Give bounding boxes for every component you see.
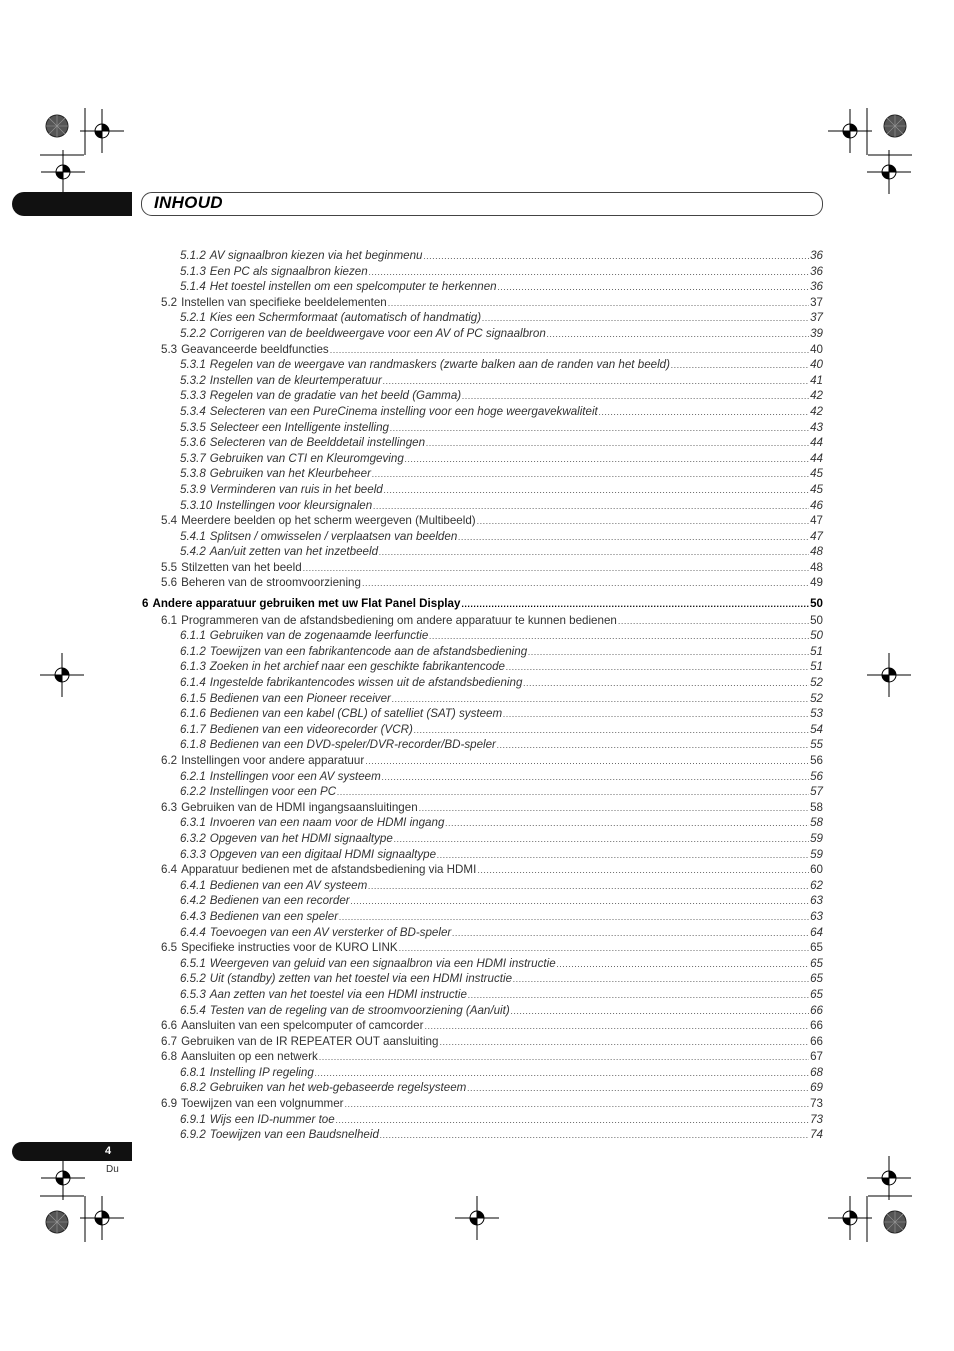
toc-dot-leader [394,832,809,845]
toc-entry-number: 5.3 [161,342,178,356]
toc-entry [142,816,823,832]
toc-entry-page: 69 [810,1081,823,1095]
toc-dot-leader [452,926,809,939]
toc-entry-page: 66 [810,1034,823,1048]
toc-entry-page: 42 [810,404,823,418]
toc-entry [142,1050,823,1066]
toc-entry-page: 62 [810,878,823,892]
toc-entry-number: 6.4.4 [180,925,206,939]
toc-entry-label: Aansluiten op een netwerk [181,1050,318,1064]
toc-entry-number: 6.7 [161,1034,178,1048]
toc-dot-leader [511,1004,809,1017]
toc-entry-page: 65 [810,956,823,970]
toc-dot-leader [372,467,809,480]
toc-dot-leader [303,561,809,574]
toc-entry-label: Een PC als signaalbron kiezen [209,264,368,278]
toc-entry-label: Beheren van de stroomvoorziening [181,576,361,590]
toc-dot-leader [362,576,809,589]
toc-entry-number: 5.2.1 [180,311,206,325]
toc-dot-leader [368,879,809,892]
toc-dot-leader [547,327,809,340]
toc-entry-page: 47 [810,529,823,543]
language-code: Du [106,1164,119,1175]
toc-dot-leader [337,785,809,798]
toc-entry-label: Testen van de regeling van de stroomvoorziening (Aan/uit) [209,1003,510,1017]
toc-entry-number: 6.4 [161,863,178,877]
page-number-tab [12,1142,132,1161]
toc-entry [142,311,823,327]
toc-entry-page: 66 [810,1003,823,1017]
toc-entry-page: 57 [810,785,823,799]
toc-entry-label: Instelling IP regeling [209,1065,314,1079]
toc-entry-page: 63 [810,909,823,923]
toc-entry [142,405,823,421]
toc-dot-leader [528,645,809,658]
toc-entry [142,327,823,343]
toc-entry [142,863,823,879]
toc-entry-label: Gebruiken van het Kleurbeheer [209,467,371,481]
toc-entry-number: 6.6 [161,1019,178,1033]
toc-dot-leader [380,1128,809,1141]
toc-entry-label: Het toestel instellen om een spelcomputer te herkennen [209,280,497,294]
toc-dot-leader [467,1081,809,1094]
toc-entry-number: 6.4.1 [180,878,206,892]
toc-dot-leader [461,597,809,610]
toc-entry-label: Zoeken in het archief naar een geschikte fabrikantencode [209,660,505,674]
toc-entry [142,894,823,910]
toc-entry-page: 48 [810,545,823,559]
toc-dot-leader [503,707,809,720]
toc-entry-page: 53 [810,707,823,721]
toc-entry [142,770,823,786]
toc-entry-number: 5.2 [161,295,178,309]
toc-entry [142,988,823,1004]
toc-entry-label: Gebruiken van de IR REPEATER OUT aansluiting [181,1034,439,1048]
toc-entry-number: 5.3.8 [180,467,206,481]
toc-entry-number: 6 [142,597,149,611]
toc-entry-label: Bedienen van een Pioneer receiver [209,691,391,705]
toc-dot-leader [414,723,809,736]
toc-entry [142,343,823,359]
toc-dot-leader [477,863,809,876]
toc-entry-page: 60 [810,863,823,877]
toc-entry-number: 6.1.4 [180,676,206,690]
toc-entry-label: Meerdere beelden op het scherm weergeven (Multibeeld) [181,514,476,528]
toc-dot-leader [383,374,809,387]
toc-dot-leader [462,389,809,402]
toc-entry-page: 74 [810,1128,823,1142]
toc-entry-number: 6.3.2 [180,831,206,845]
toc-entry-number: 6.8 [161,1050,178,1064]
toc-entry [142,1128,823,1144]
toc-dot-leader [365,754,809,767]
toc-entry [142,514,823,530]
toc-entry-label: Gebruiken van de HDMI ingangsaansluitingen [181,800,418,814]
toc-dot-leader [426,436,809,449]
toc-dot-leader [445,816,809,829]
toc-entry-page: 50 [810,597,823,611]
toc-entry [142,576,823,592]
toc-entry [142,1004,823,1020]
toc-entry-label: Regelen van de weergave van randmaskers (zwarte balken aan de randen van het beeld) [209,358,670,372]
toc-entry-label: Instellingen voor een AV systeem [209,769,381,783]
toc-entry-number: 6.5.4 [180,1003,206,1017]
toc-entry-page: 52 [810,691,823,705]
toc-dot-leader [315,1066,809,1079]
toc-entry-page: 55 [810,738,823,752]
toc-entry-label: Instellen van de kleurtemperatuur [209,373,382,387]
toc-entry-label: Instellen van specifieke beeldelementen [181,295,387,309]
toc-entry [142,1097,823,1113]
toc-entry-label: Bedienen van een recorder [209,894,350,908]
toc-entry-number: 6.1.5 [180,691,206,705]
toc-dot-leader [419,801,809,814]
toc-entry-number: 6.9 [161,1097,178,1111]
toc-entry [142,374,823,390]
toc-entry-page: 39 [810,326,823,340]
header-tab [12,192,132,216]
toc-entry [142,265,823,281]
toc-entry [142,249,823,265]
toc-entry-label: Bedienen van een videorecorder (VCR) [209,722,413,736]
toc-dot-leader [339,910,809,923]
toc-entry-number: 5.3.3 [180,389,206,403]
toc-entry-page: 37 [810,311,823,325]
toc-dot-leader [506,660,809,673]
toc-entry-page: 63 [810,894,823,908]
page-number: 4 [105,1145,112,1157]
toc-entry-page: 73 [810,1112,823,1126]
toc-entry [142,483,823,499]
toc-entry-number: 6.1.3 [180,660,206,674]
toc-entry [142,296,823,312]
toc-entry-number: 6.1.6 [180,707,206,721]
toc-entry-page: 36 [810,249,823,262]
toc-entry-label: Invoeren van een naam voor de HDMI ingang [209,816,445,830]
toc-dot-leader [458,530,809,543]
page-title: INHOUD [154,193,223,212]
toc-entry-label: Bedienen van een AV systeem [209,878,368,892]
toc-entry-number: 6.9.1 [180,1112,206,1126]
toc-entry-label: Toewijzen van een volgnummer [181,1097,344,1111]
toc-entry-number: 5.3.10 [180,498,213,512]
toc-dot-leader [319,1050,809,1063]
toc-entry-label: Bedienen van een speler [209,909,339,923]
toc-entry-number: 6.5 [161,941,178,955]
toc-entry [142,597,823,613]
toc-dot-leader [477,514,809,527]
toc-entry-label: Aan/uit zetten van het inzetbeeld [209,545,379,559]
toc-entry-label: Gebruiken van CTI en Kleuromgeving [209,451,404,465]
toc-entry [142,358,823,374]
toc-entry-label: Splitsen / omwisselen / verplaatsen van beelden [209,529,458,543]
toc-entry-label: Verminderen van ruis in het beeld [209,482,383,496]
toc-entry [142,910,823,926]
toc-entry-number: 6.2 [161,754,178,767]
toc-entry-label: Stilzetten van het beeld [181,560,302,574]
toc-entry-number: 5.4.1 [180,529,206,543]
toc-entry-label: Corrigeren van de beeldweergave voor een AV of PC signaalbron [209,326,546,340]
toc-entry [142,1019,823,1035]
toc-entry [142,614,823,630]
toc-entry-page: 65 [810,987,823,1001]
toc-entry-page: 51 [810,660,823,674]
toc-entry-label: Aansluiten van een spelcomputer of camcorder [181,1019,424,1033]
toc-entry-number: 5.5 [161,560,178,574]
toc-entry-page: 66 [810,1019,823,1033]
toc-dot-leader [345,1097,810,1110]
toc-entry-number: 6.5.2 [180,972,206,986]
toc-entry-page: 50 [810,613,823,627]
toc-entry-number: 5.3.6 [180,436,206,450]
toc-dot-leader [468,988,809,1001]
toc-entry-page: 64 [810,925,823,939]
toc-entry-number: 5.1.2 [180,249,206,262]
toc-entry-label: Regelen van de gradatie van het beeld (Gamma) [209,389,462,403]
toc-entry-label: Instellingen voor een PC [209,785,337,799]
toc-entry-page: 46 [810,498,823,512]
toc-entry-label: Programmeren van de afstandsbediening om andere apparatuur te kunnen bedienen [181,613,617,627]
toc-entry-page: 50 [810,629,823,643]
toc-dot-leader [373,499,809,512]
toc-entry-number: 6.1 [161,613,178,627]
toc-dot-leader [599,405,809,418]
toc-entry-label: Instellingen voor andere apparatuur [181,754,365,767]
toc-entry-page: 52 [810,676,823,690]
toc-dot-leader [382,770,809,783]
toc-entry-label: Aan zetten van het toestel via een HDMI instructie [209,987,467,1001]
toc-entry-number: 5.3.2 [180,373,206,387]
toc-dot-leader [336,1113,809,1126]
toc-entry-label: Andere apparatuur gebruiken met uw Flat Panel Display [152,597,461,611]
toc-entry-page: 56 [810,754,823,767]
toc-entry-label: Bedienen van een DVD-speler/DVR-recorder/BD-speler [209,738,496,752]
toc-dot-leader [384,483,809,496]
toc-dot-leader [330,343,809,356]
toc-entry-label: Weergeven van geluid van een signaalbron via een HDMI instructie [209,956,556,970]
toc-entry-number: 5.6 [161,576,178,590]
toc-entry-label: Geavanceerde beeldfuncties [181,342,329,356]
toc-entry-page: 68 [810,1065,823,1079]
toc-entry-number: 6.9.2 [180,1128,206,1142]
toc-entry-label: Selecteren van de Beelddetail instellingen [209,436,426,450]
toc-dot-leader [369,265,809,278]
toc-dot-leader [351,894,809,907]
toc-entry-page: 65 [810,941,823,955]
header-bar [141,192,823,216]
toc-dot-leader [405,452,809,465]
toc-entry [142,754,823,770]
toc-entry-label: Uit (standby) zetten van het toestel via een HDMI instructie [209,972,513,986]
toc-entry-page: 67 [810,1050,823,1064]
toc-entry-label: Toewijzen van een fabrikantencode aan de afstandsbediening [209,644,528,658]
toc-dot-leader [439,1035,809,1048]
toc-entry-number: 6.4.2 [180,894,206,908]
toc-entry [142,436,823,452]
toc-entry-page: 36 [810,264,823,278]
toc-entry-page: 37 [810,295,823,309]
toc-entry-page: 40 [810,358,823,372]
toc-entry-number: 6.1.1 [180,629,206,643]
toc-entry-page: 54 [810,722,823,736]
toc-entry-label: Toevoegen van een AV versterker of BD-speler [209,925,452,939]
toc-entry [142,738,823,754]
toc-dot-leader [424,1019,809,1032]
toc-dot-leader [388,296,809,309]
toc-dot-leader [497,738,809,751]
toc-entry-label: Gebruiken van de zogenaamde leerfunctie [209,629,429,643]
toc-entry-label: Wijs een ID-nummer toe [209,1112,335,1126]
toc-entry [142,832,823,848]
toc-entry [142,499,823,515]
toc-entry-number: 5.4 [161,514,178,528]
table-of-contents [142,249,823,1144]
toc-entry-page: 40 [810,342,823,356]
toc-entry-label: Opgeven van een digitaal HDMI signaaltype [209,847,437,861]
toc-entry [142,1113,823,1129]
toc-entry-page: 44 [810,451,823,465]
toc-entry-number: 6.1.8 [180,738,206,752]
toc-entry [142,545,823,561]
toc-entry [142,1081,823,1097]
toc-entry [142,957,823,973]
toc-dot-leader [424,249,810,262]
toc-entry-label: AV signaalbron kiezen via het beginmenu [209,249,423,262]
toc-entry-number: 5.3.5 [180,420,206,434]
toc-dot-leader [513,972,809,985]
toc-dot-leader [399,941,809,954]
toc-entry [142,707,823,723]
toc-entry [142,660,823,676]
toc-entry-page: 41 [810,373,823,387]
toc-entry-label: Instellingen voor kleursignalen [216,498,373,512]
toc-entry-number: 6.8.2 [180,1081,206,1095]
toc-entry-page: 47 [810,514,823,528]
toc-entry-number: 5.3.4 [180,404,206,418]
toc-entry [142,848,823,864]
toc-entry [142,452,823,468]
toc-entry-label: Ingestelde fabrikantencodes wissen uit de afstandsbediening [209,676,523,690]
toc-dot-leader [618,614,809,627]
toc-entry-number: 6.2.2 [180,785,206,799]
toc-dot-leader [557,957,809,970]
toc-entry-page: 73 [810,1097,823,1111]
toc-entry [142,1035,823,1051]
toc-entry-label: Selecteer een Intelligente instelling [209,420,389,434]
toc-entry [142,692,823,708]
toc-entry-page: 51 [810,644,823,658]
toc-entry [142,941,823,957]
toc-entry-page: 48 [810,560,823,574]
toc-entry [142,530,823,546]
toc-entry-label: Selecteren van een PureCinema instelling voor een hoge weergavekwaliteit [209,404,598,418]
toc-entry-number: 6.3.1 [180,816,206,830]
toc-entry-number: 5.3.1 [180,358,206,372]
toc-dot-leader [523,676,809,689]
toc-entry-page: 58 [810,800,823,814]
toc-entry [142,629,823,645]
toc-entry-page: 49 [810,576,823,590]
toc-dot-leader [392,692,809,705]
toc-entry [142,1066,823,1082]
toc-entry-number: 6.1.7 [180,722,206,736]
toc-entry [142,561,823,577]
toc-entry [142,676,823,692]
toc-entry [142,280,823,296]
toc-entry-page: 59 [810,847,823,861]
toc-entry [142,785,823,801]
toc-entry-label: Kies een Schermformaat (automatisch of handmatig) [209,311,482,325]
toc-entry-number: 6.8.1 [180,1065,206,1079]
toc-entry [142,389,823,405]
toc-entry-page: 45 [810,467,823,481]
toc-dot-leader [390,421,809,434]
toc-dot-leader [379,545,809,558]
toc-entry-number: 6.5.1 [180,956,206,970]
toc-entry-label: Bedienen van een kabel (CBL) of satelliet (SAT) systeem [209,707,503,721]
toc-entry-number: 6.1.2 [180,644,206,658]
toc-entry-label: Gebruiken van het web-gebaseerde regelsysteem [209,1081,467,1095]
toc-entry [142,421,823,437]
toc-dot-leader [498,280,810,293]
toc-entry-page: 45 [810,482,823,496]
toc-entry-number: 6.5.3 [180,987,206,1001]
toc-entry-label: Toewijzen van een Baudsnelheid [209,1128,379,1142]
toc-entry-label: Apparatuur bedienen met de afstandsbediening via HDMI [181,863,477,877]
toc-entry-number: 5.3.9 [180,482,206,496]
toc-entry [142,972,823,988]
toc-entry-page: 43 [810,420,823,434]
toc-entry-page: 44 [810,436,823,450]
toc-dot-leader [429,629,809,642]
toc-entry [142,879,823,895]
toc-entry [142,467,823,483]
toc-entry-number: 5.1.4 [180,280,206,294]
toc-entry-page: 36 [810,280,823,294]
toc-entry-page: 58 [810,816,823,830]
toc-entry [142,645,823,661]
toc-dot-leader [437,848,809,861]
toc-entry-label: Opgeven van het HDMI signaaltype [209,831,393,845]
toc-entry-number: 5.3.7 [180,451,206,465]
toc-entry-number: 6.3 [161,800,178,814]
toc-entry-page: 59 [810,831,823,845]
toc-entry-page: 65 [810,972,823,986]
toc-entry-number: 6.4.3 [180,909,206,923]
toc-entry-number: 5.4.2 [180,545,206,559]
toc-entry-number: 6.2.1 [180,769,206,783]
toc-entry-number: 5.2.2 [180,326,206,340]
toc-entry-page: 42 [810,389,823,403]
toc-entry [142,723,823,739]
toc-dot-leader [482,311,809,324]
toc-entry-page: 56 [810,769,823,783]
toc-entry [142,801,823,817]
toc-entry-label: Specifieke instructies voor de KURO LINK [181,941,398,955]
toc-entry-number: 5.1.3 [180,264,206,278]
toc-dot-leader [671,358,809,371]
toc-entry [142,926,823,942]
toc-entry-number: 6.3.3 [180,847,206,861]
